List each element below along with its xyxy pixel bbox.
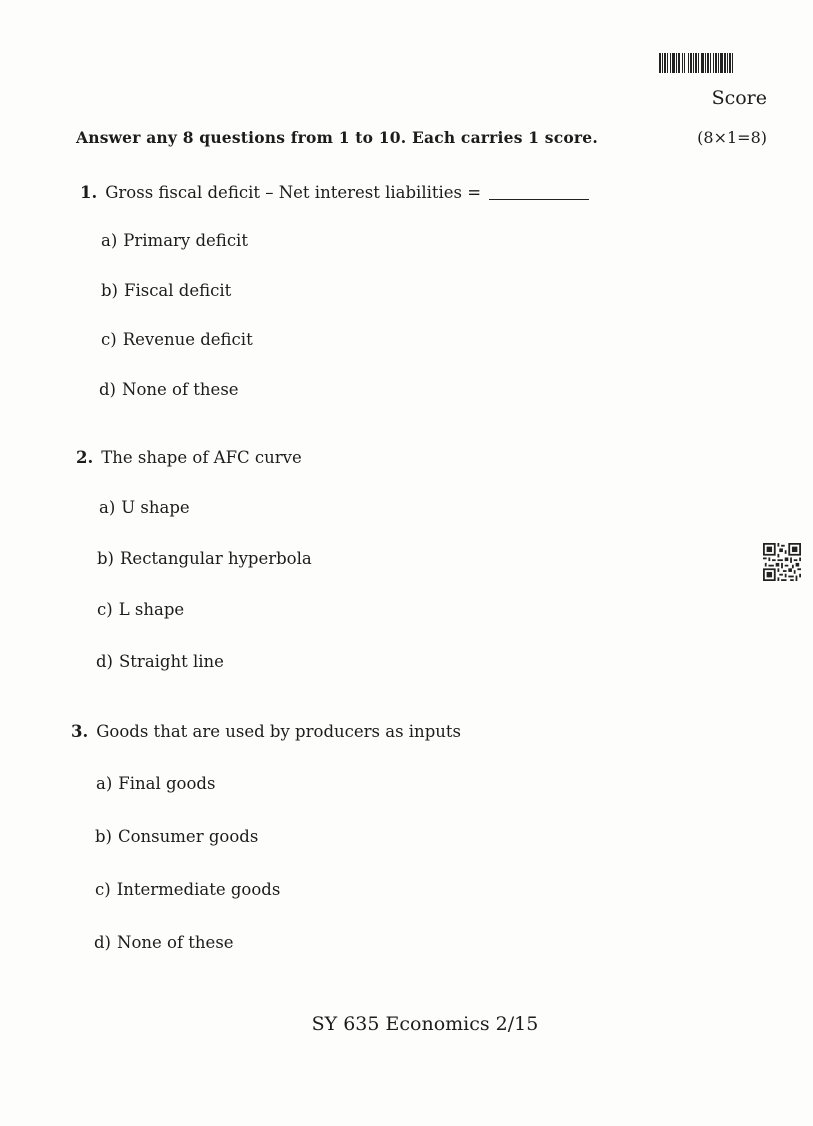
question-text: The shape of AFC curve xyxy=(101,448,302,467)
question-2 xyxy=(76,448,302,467)
question-text: Gross fiscal deficit – Net interest liabilities = xyxy=(105,183,482,202)
answer-blank xyxy=(489,199,589,200)
option-item xyxy=(96,652,224,671)
option-text: Revenue deficit xyxy=(122,330,253,349)
option-letter: d) xyxy=(99,380,116,399)
option-text: Consumer goods xyxy=(118,827,259,846)
option-text: Rectangular hyperbola xyxy=(120,549,312,568)
option-letter: a) xyxy=(101,231,118,250)
option-text: None of these xyxy=(117,933,234,952)
option-letter: b) xyxy=(101,281,118,300)
option-text: None of these xyxy=(122,380,239,399)
barcode-icon xyxy=(659,53,767,73)
option-letter: c) xyxy=(101,330,117,349)
option-item xyxy=(101,281,231,300)
option-text: L shape xyxy=(118,600,185,619)
option-letter: b) xyxy=(95,827,112,846)
option-letter: c) xyxy=(95,880,111,899)
option-letter: b) xyxy=(97,549,114,568)
question-number: 1. xyxy=(80,183,98,202)
option-letter: c) xyxy=(97,600,113,619)
option-text: Fiscal deficit xyxy=(124,281,232,300)
score-label: Score xyxy=(711,87,767,109)
score-formula: (8×1=8) xyxy=(697,128,767,147)
option-text: U shape xyxy=(121,498,190,517)
option-item xyxy=(101,330,253,349)
instructions-text: Answer any 8 questions from 1 to 10. Each carries 1 score. xyxy=(76,128,598,147)
option-item xyxy=(95,880,280,899)
option-letter: d) xyxy=(96,652,113,671)
option-text: Final goods xyxy=(118,774,216,793)
option-item xyxy=(101,231,248,250)
question-text: Goods that are used by producers as inputs xyxy=(96,722,461,741)
option-text: Straight line xyxy=(119,652,224,671)
qr-code-icon xyxy=(763,543,801,581)
question-number: 2. xyxy=(76,448,94,467)
option-item xyxy=(95,827,258,846)
option-item xyxy=(96,774,215,793)
page-footer: SY 635 Economics 2/15 xyxy=(311,1013,539,1035)
option-item xyxy=(97,549,312,568)
option-item xyxy=(99,498,190,517)
option-item xyxy=(94,933,234,952)
option-text: Intermediate goods xyxy=(116,880,281,899)
question-3 xyxy=(71,722,461,741)
option-text: Primary deficit xyxy=(123,231,248,250)
question-1 xyxy=(80,183,589,202)
option-letter: a) xyxy=(99,498,116,517)
option-letter: a) xyxy=(96,774,113,793)
option-letter: d) xyxy=(94,933,111,952)
option-item xyxy=(99,380,239,399)
option-item xyxy=(97,600,184,619)
barcode-gap xyxy=(733,53,735,73)
question-number: 3. xyxy=(71,722,89,741)
